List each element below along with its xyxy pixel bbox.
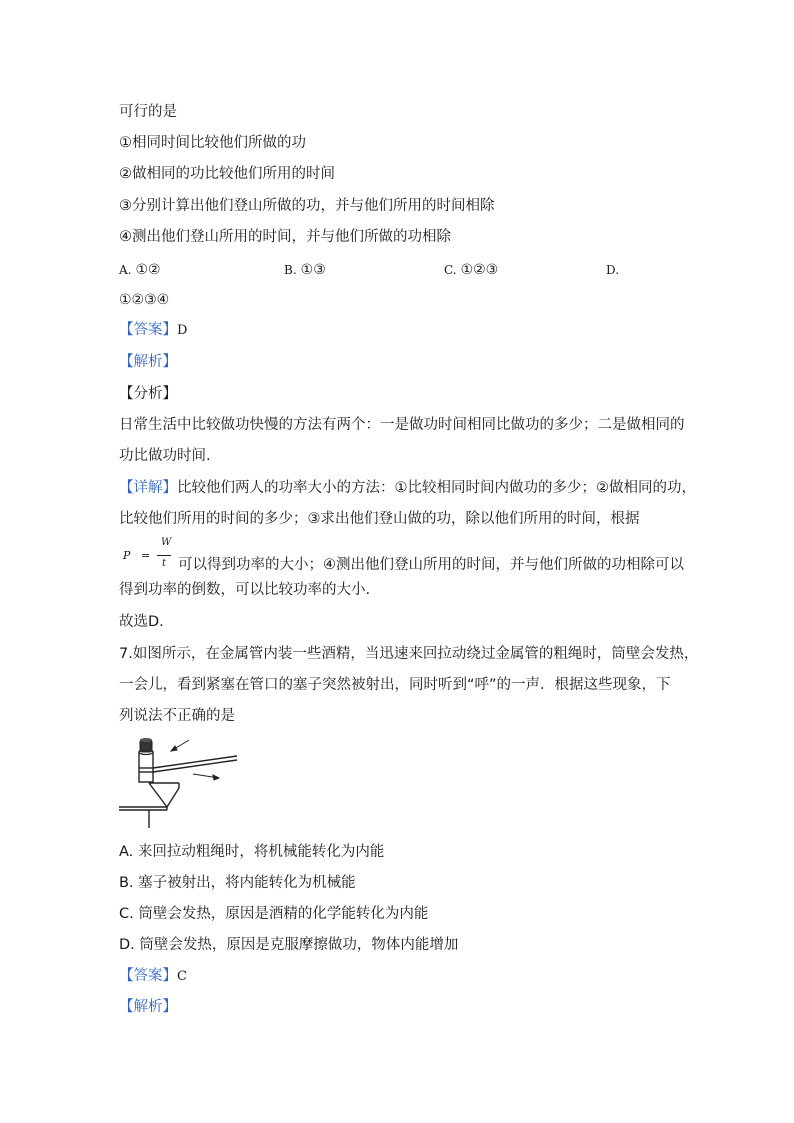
- jiexi-label-2: 【解析】: [119, 999, 177, 1015]
- q6-option-c: C. ①②③: [444, 262, 499, 278]
- xiangjie-line-4: 得到功率的倒数，可以比较功率的大小.: [119, 582, 371, 598]
- q6-option-a: A. ①②: [119, 262, 161, 278]
- option-item-3: ③分别计算出他们登山所做的功，并与他们所用的时间相除: [119, 198, 495, 214]
- q6-option-d: D.: [606, 263, 620, 277]
- q6-option-b: B. ①③: [284, 262, 326, 278]
- q7-option-b: B. 塞子被射出，将内能转化为机械能: [119, 875, 356, 891]
- jiexi-label: 【解析】: [119, 354, 177, 370]
- q7-option-c: C. 筒壁会发热，原因是酒精的化学能转化为内能: [119, 906, 429, 922]
- q7-option-a: A. 来回拉动粗绳时，将机械能转化为内能: [119, 844, 385, 860]
- option-item-1: ①相同时间比较他们所做的功: [119, 135, 306, 151]
- q7-answer: 【答案】C: [119, 968, 187, 984]
- fraction-bar: [157, 555, 171, 556]
- option-item-4: ④测出他们登山所用的时间，并与他们所做的功相除: [119, 229, 451, 245]
- q7-line-2: 一会儿，看到紧塞在管口的塞子突然被射出，同时听到“呼”的一声．根据这些现象，下: [119, 677, 671, 693]
- q6-option-d-value: ①②③④: [119, 292, 170, 308]
- formula-lhs: P: [123, 549, 131, 562]
- xiangjie-line-1: 【详解】比较他们两人的功率大小的方法：①比较相同时间内做功的多少；②做相同的功，: [119, 480, 696, 496]
- fenxi-line-1: 日常生活中比较做功快慢的方法有两个：一是做功时间相同比做功的多少；二是做相同的: [119, 417, 685, 433]
- xuan-line: 故选D.: [119, 614, 164, 630]
- fenxi-label: 【分析】: [119, 386, 177, 402]
- q7-line-1: 7.如图所示，在金属管内装一些酒精，当迅速来回拉动绕过金属管的粗绳时，筒壁会发热，: [119, 646, 699, 662]
- intro-text: 可行的是: [119, 104, 177, 120]
- fenxi-line-2: 功比做功时间.: [119, 448, 211, 464]
- xiangjie-line-3: 可以得到功率的大小；④测出他们登山所用的时间，并与他们所做的功相除可以: [178, 557, 684, 573]
- q7-option-d: D. 筒壁会发热，原因是克服摩擦做功，物体内能增加: [119, 937, 459, 953]
- q7-line-3: 列说法不正确的是: [119, 708, 235, 724]
- option-item-2: ②做相同的功比较他们所用的时间: [119, 166, 335, 182]
- formula-denominator: t: [162, 558, 167, 569]
- power-formula: [119, 537, 175, 573]
- q6-answer: 【答案】D: [119, 322, 188, 338]
- formula-equals: =: [141, 549, 151, 562]
- xiangjie-line-2: 比较他们所用的时间的多少；③求出他们登山做的功，除以他们所用的时间，根据: [119, 511, 640, 527]
- formula-numerator: W: [161, 537, 172, 548]
- metal-tube-figure: [119, 730, 239, 835]
